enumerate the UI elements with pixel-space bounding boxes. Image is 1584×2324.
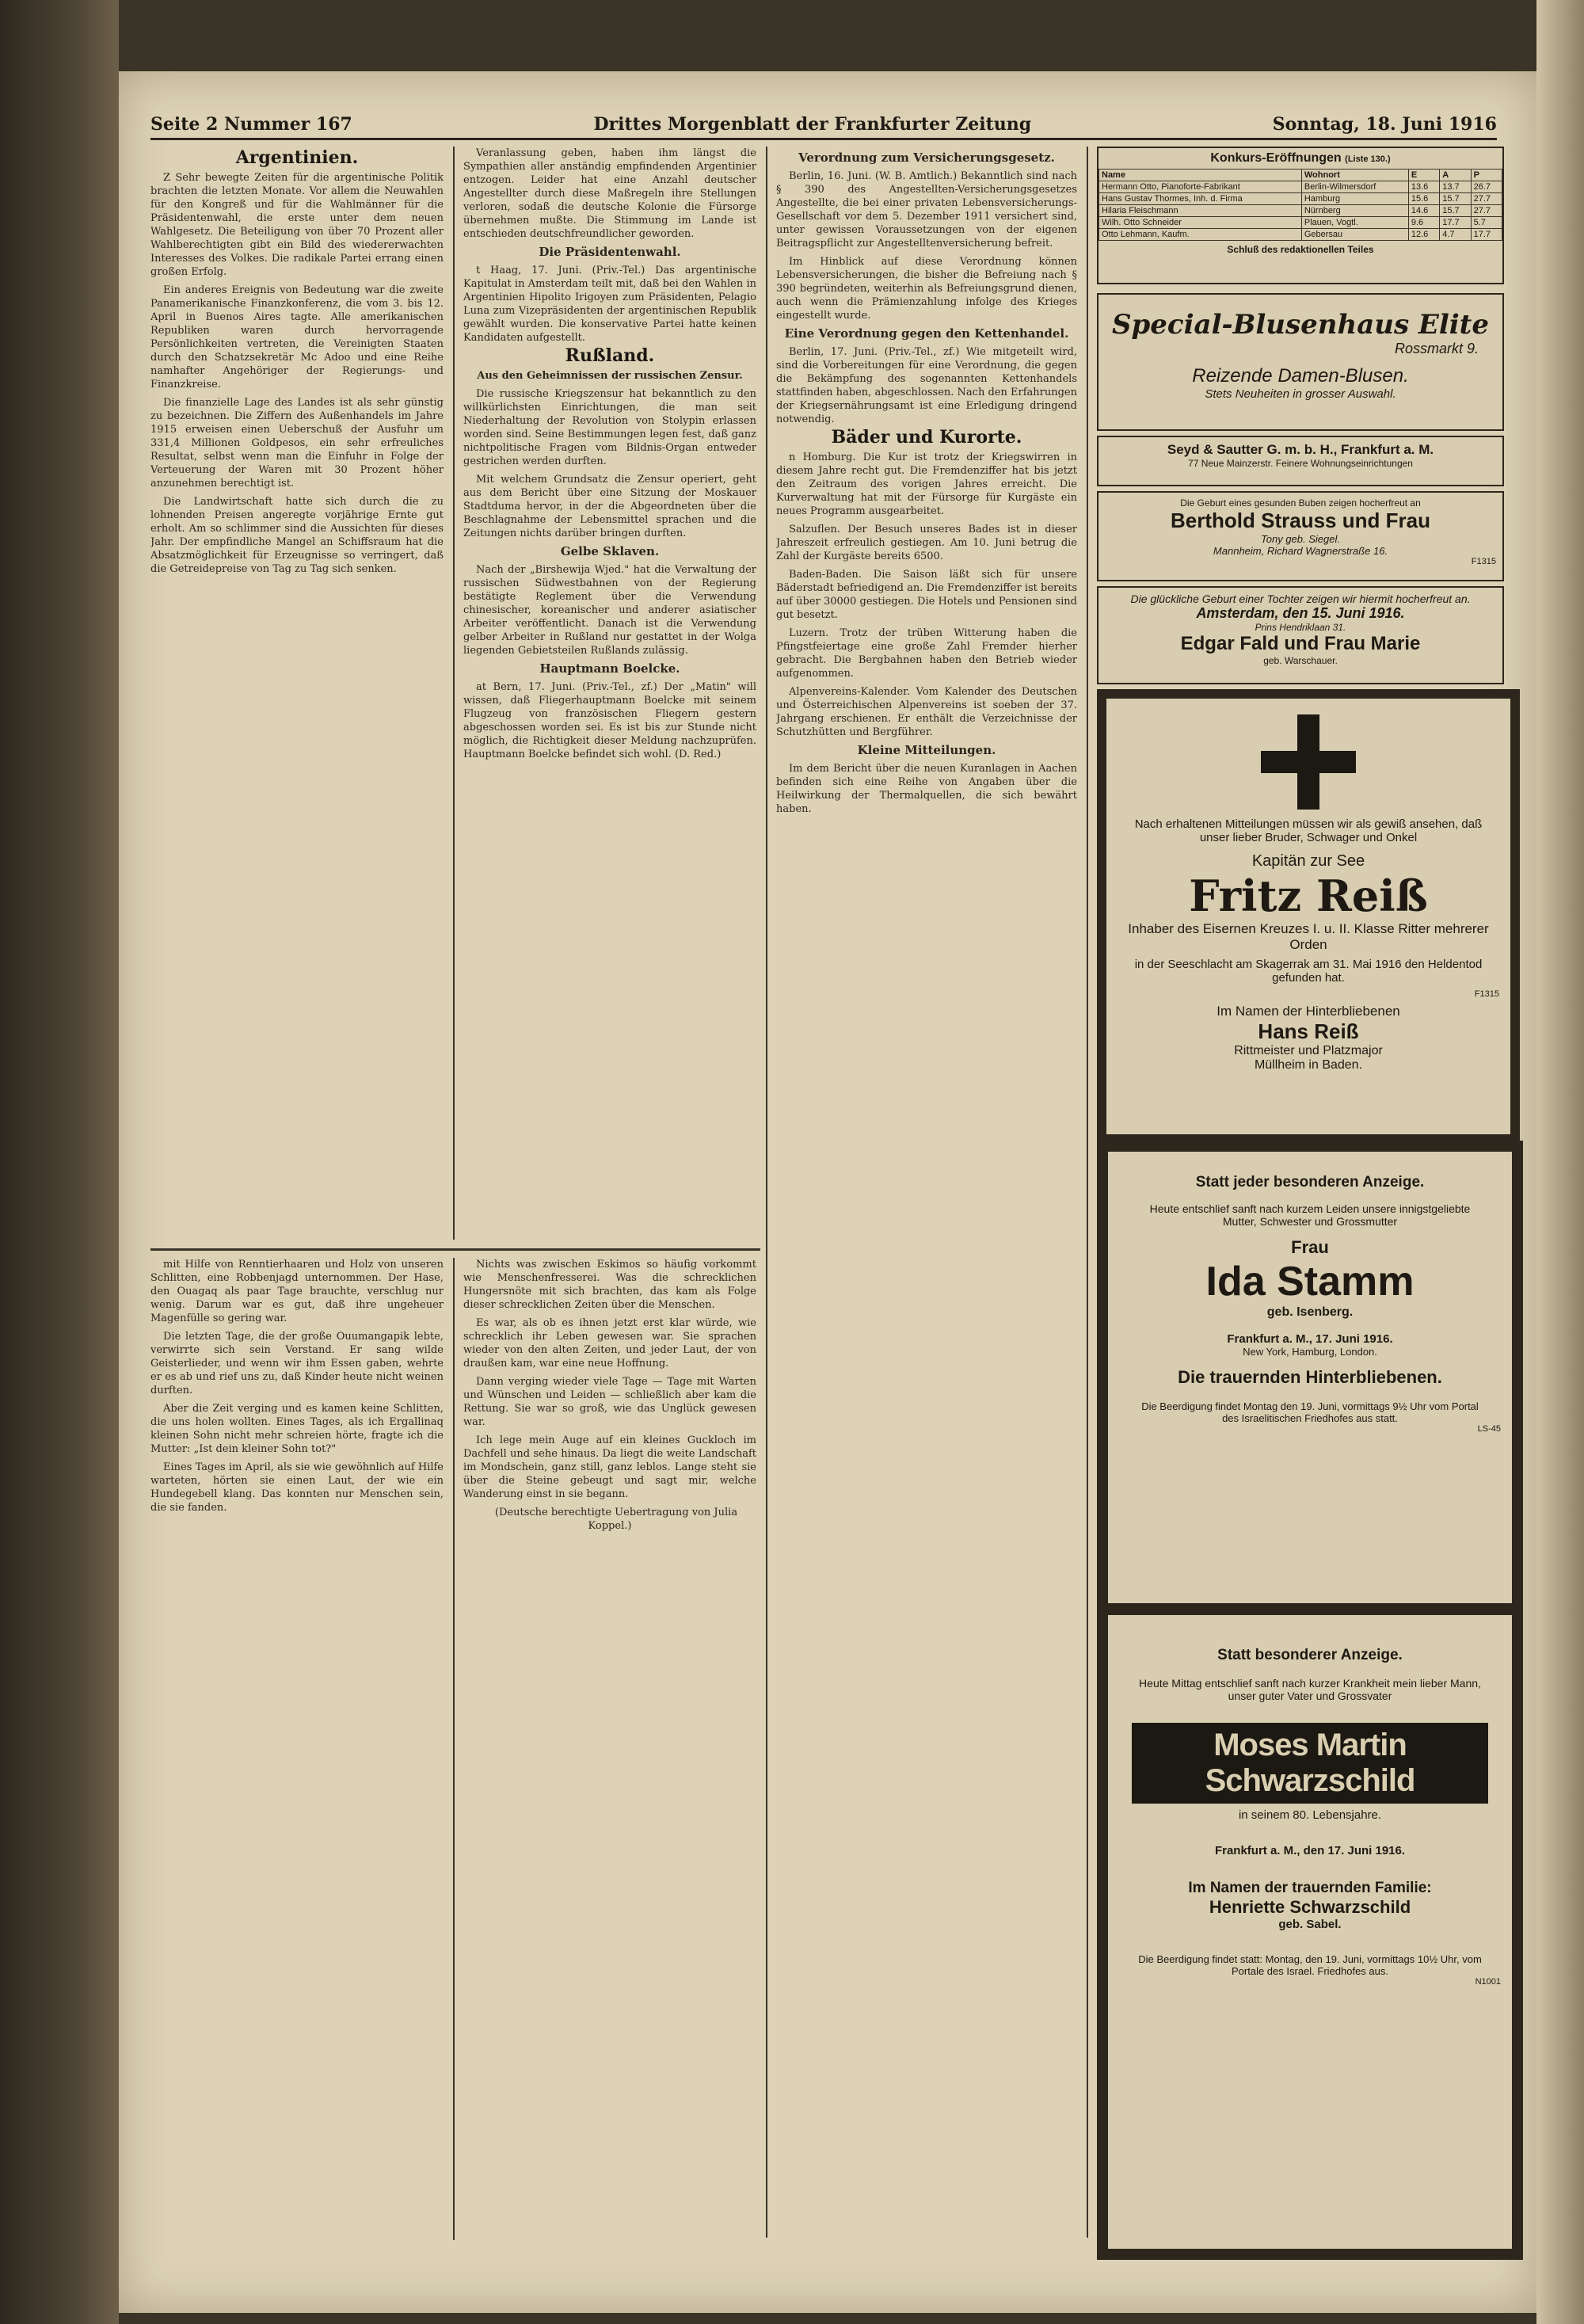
ad-birth-fald bbox=[1097, 586, 1504, 684]
feuilleton-column-1 bbox=[150, 1258, 444, 2240]
table-cell: 15.7 bbox=[1440, 193, 1471, 205]
ad-strauss-code: F1315 bbox=[1471, 557, 1496, 566]
table-cell: Berlin-Wilmersdorf bbox=[1301, 181, 1408, 193]
obit-stamm-born: geb. Isenberg. bbox=[1266, 1305, 1354, 1319]
obit-stamm-top: Statt jeder besonderen Anzeige. bbox=[1195, 1174, 1425, 1191]
ad-birth-strauss bbox=[1097, 491, 1504, 581]
obit-reiss-intro: Nach erhaltenen Mitteilungen müssen wir als gewiß ansehen, daß unser lieber Bruder, Schwager und Onkel bbox=[1134, 817, 1483, 844]
page-right-edge bbox=[1536, 0, 1584, 2324]
obituary-ida-stamm bbox=[1097, 1141, 1523, 1614]
article-paragraph: Luzern. Trotz der trüben Witterung haben die Pfingstfeiertage eine große Zahl Fremder hierher gebracht. Die Bergbahnen haben den Betrieb wieder aufgenommen. bbox=[776, 627, 1077, 680]
ad-fald-intro: Die glückliche Geburt einer Tochter zeigen wir hiermit hocherfreut an. bbox=[1130, 592, 1471, 605]
newspaper-page bbox=[119, 71, 1536, 2313]
article-paragraph: Im dem Bericht über die neuen Kuranlagen in Aachen befinden sich eine Reihe von Angaben über die Heilwirkung der Thermalquellen, die sich bewährt haben. bbox=[776, 763, 1077, 815]
obit-schwarzschild-code: N1001 bbox=[1475, 1977, 1501, 1987]
feuilleton-paragraph: Aber die Zeit verging und es kamen keine Schlitten, die uns holen wollten. Eines Tages, als ich Ergallinaq kleinen Sohn nicht mehr schreien hörte, fragte ich die Mutter: „Ist dein kleiner Sohn tot?" bbox=[150, 1403, 444, 1455]
column-divider bbox=[766, 147, 767, 2238]
table-cell: 5.7 bbox=[1471, 217, 1502, 229]
obit-schwarzschild-name: Moses Martin Schwarzschild bbox=[1132, 1723, 1488, 1804]
konkurs-table-block bbox=[1097, 147, 1504, 284]
obit-stamm-intro: Heute entschlief sanft nach kurzem Leiden unsere innigstgeliebte Mutter, Schwester und Grossmutter bbox=[1149, 1202, 1471, 1228]
header-date: Sonntag, 18. Juni 1916 bbox=[1272, 114, 1497, 135]
ad-fald-place: Amsterdam, den 15. Juni 1916. bbox=[1196, 605, 1405, 621]
ad-blusenhaus-elite bbox=[1097, 293, 1504, 431]
table-row bbox=[1099, 205, 1502, 217]
article-title-russland: Rußland. bbox=[565, 345, 655, 366]
ad-strauss-address: Mannheim, Richard Wagnerstraße 16. bbox=[1213, 545, 1388, 557]
feuilleton-credit: (Deutsche berechtigte Uebertragung von Julia Koppel.) bbox=[494, 1507, 738, 1532]
obit-schwarzschild-signer: Henriette Schwarzschild bbox=[1209, 1897, 1411, 1917]
ad-strauss-sub: Tony geb. Siegel. bbox=[1261, 533, 1340, 545]
table-header: Wohnort bbox=[1301, 170, 1408, 181]
table-row bbox=[1099, 229, 1502, 241]
obit-reiss-signer-role: Rittmeister und Platzmajor bbox=[1234, 1044, 1383, 1057]
article-paragraph: Ein anderes Ereignis von Bedeutung war die zweite Panamerikanische Finanzkonferenz, die vom 3. bis 12. April in Buenos Aires tagte. Alle amerikanischen Republiken waren durch hervorragende Persönlichkeiten vertreten, die Vereinigten Staaten durch den Schatzsekretär Mc Adoo und eine Reihe namhafter Angehöriger der Regierungs- und Finanzkreise. bbox=[150, 284, 444, 391]
article-paragraph: Z Sehr bewegte Zeiten für die argentinische Politik brachten die letzten Monate. Vor allem die Neuwahlen für den Kongreß und für die Wahlmänner für die Präsidentenwahl, die erste unter dem neuen Wahlgesetz. Die Beteiligung von über 70 Prozent aller Wahlberechtigten gibt ein Bild des wiedererwachten Interesses des Volkes. Die radikale Partei errang einen großen Erfolg. bbox=[150, 172, 444, 278]
ad-strauss-intro: Die Geburt eines gesunden Buben zeigen hocherfreut an bbox=[1180, 497, 1421, 509]
table-cell: 27.7 bbox=[1471, 193, 1502, 205]
obit-reiss-behalf: Im Namen der Hinterbliebenen bbox=[1217, 1004, 1400, 1019]
ad-elite-address: Rossmarkt 9. bbox=[1394, 341, 1479, 356]
article-title-boelcke: Hauptmann Boelcke. bbox=[539, 661, 680, 676]
article-paragraph: Salzuflen. Der Besuch unseres Bades ist in dieser Jahreszeit erfreulich gestiegen. Am 10. Juni betrug die Zahl der Kurgäste bereits 6500. bbox=[776, 524, 1077, 562]
table-row bbox=[1099, 181, 1502, 193]
obit-schwarzschild-funeral: Die Beerdigung findet statt: Montag, den 19. Juni, vormittags 10½ Uhr, vom Portale des Israel. Friedhofes aus. bbox=[1138, 1953, 1482, 1977]
obit-reiss-death: in der Seeschlacht am Skagerrak am 31. Mai 1916 den Heldentod gefunden hat. bbox=[1134, 958, 1483, 985]
konkurs-note: (Liste 130.) bbox=[1345, 154, 1391, 164]
article-title-argentinien: Argentinien. bbox=[235, 147, 359, 168]
obit-stamm-cities: New York, Hamburg, London. bbox=[1243, 1346, 1377, 1358]
obit-reiss-name: Fritz Reiß bbox=[1189, 871, 1428, 921]
article-paragraph: Mit welchem Grundsatz die Zensur operiert, geht aus dem Bericht über eine Sitzung der Moskauer Stadtduma hervor, in der die Abgeordneten über die Beschlagnahme der Lebensmittel sprachen und die Zeitungen nichts darüber bringen durften. bbox=[463, 474, 756, 539]
header-masthead: Drittes Morgenblatt der Frankfurter Zeitung bbox=[593, 114, 1032, 135]
article-paragraph: Veranlassung geben, haben ihm längst die Sympathien aller anständig empfindenden Argentinier entzogen. Leider hat eine Anzahl deutscher Angestellter durch diese Maßregeln ihre Stellungen verloren, sodaß die deutsche Kolonie die Fürsorge übernehmen mußte. Die Stimmung im Lande ist entschieden deutschfreundlicher geworden. bbox=[463, 147, 756, 240]
article-paragraph: Die russische Kriegszensur hat bekanntlich zu den willkürlichsten Einrichtungen, die man seit Niederhaltung der Revolution von Stolypin erlassen worden sind. Seine Bestimmungen legen fest, daß ganz nichtpolitische Fragen vom Bildnis-Organ entweder gestrichen werden durften. bbox=[463, 388, 756, 467]
header-page-number: Seite 2 Nummer 167 bbox=[150, 114, 352, 135]
article-paragraph: n Homburg. Die Kur ist trotz der Kriegswirren in diesem Jahre recht gut. Die Fremdenziffer hat bis jetzt den Zeitraum des vorigen Jahres erreicht. Die Kurverwaltung hat mit der Fürsorge für Kurgäste ein neues Programm ausgearbeitet. bbox=[776, 451, 1077, 517]
table-cell: Gebersau bbox=[1301, 229, 1408, 241]
obit-reiss-rank: Kapitän zur See bbox=[1251, 852, 1365, 870]
table-cell: Otto Lehmann, Kaufm. bbox=[1099, 229, 1302, 241]
article-paragraph: Nach der „Birshewija Wjed." hat die Verwaltung der russischen Südwestbahnen von der Regierung bestätigte Reglement über die Verwendung chinesischer, koreanischer und anderer asiatischer Arbeiter veröffentlicht. Danach ist die Verwendung gelber Arbeiter in Rußland nur gestattet in der Wolga liegenden Gebietsteilen Rußlands zulässig. bbox=[463, 564, 756, 657]
article-title-kleine-mitteilungen: Kleine Mitteilungen. bbox=[857, 743, 996, 757]
table-header: Name bbox=[1099, 170, 1302, 181]
feuilleton-paragraph: Dann verging wieder viele Tage — Tage mit Warten und Wünschen und Leiden — schließlich aber kam die Rettung. Sie war so groß, wie das Unglück gewesen war. bbox=[463, 1376, 756, 1428]
feuilleton-paragraph: Es war, als ob es ihnen jetzt erst klar würde, wie schrecklich ihr Leben gewesen war. Sie sprachen wieder von den alten Zeiten, und jeder Laut, der von draußen kam, war eine neue Hoffnung. bbox=[463, 1317, 756, 1370]
table-cell: 13.7 bbox=[1440, 181, 1471, 193]
table-cell: 14.6 bbox=[1408, 205, 1439, 217]
table-cell: Hans Gustav Thormes, Inh. d. Firma bbox=[1099, 193, 1302, 205]
table-header: P bbox=[1471, 170, 1502, 181]
ad-fald-names: Edgar Fald und Frau Marie bbox=[1180, 633, 1421, 654]
ad-seyd-sautter bbox=[1097, 436, 1504, 486]
obit-reiss-code: F1315 bbox=[1474, 989, 1499, 999]
ad-seyd-address: 77 Neue Mainzerstr. Feinere Wohnungseinrichtungen bbox=[1188, 458, 1413, 469]
article-paragraph: Die Landwirtschaft hatte sich durch die zu lohnenden Preisen angeregte vorjährige Ernte gut erholt. Am so schlimmer sind die Aussichten für dieses Jahr. Der empfindliche Mangel an Schiffsraum hat die Absatzmöglichkeit für Erzeugnisse so verringert, daß die Getreidepreise von Tag zu Tag sich senken. bbox=[150, 496, 444, 575]
obit-schwarzschild-behalf: Im Namen der trauernden Familie: bbox=[1188, 1880, 1432, 1896]
article-subtitle-zensur: Aus den Geheimnissen der russischen Zensur. bbox=[477, 370, 743, 382]
table-header: A bbox=[1440, 170, 1471, 181]
obit-reiss-award: Inhaber des Eisernen Kreuzes I. u. II. Klasse Ritter mehrerer Orden bbox=[1128, 921, 1489, 952]
ad-fald-sub: geb. Warschauer. bbox=[1263, 655, 1338, 666]
table-row bbox=[1099, 193, 1502, 205]
obit-stamm-place: Frankfurt a. M., 17. Juni 1916. bbox=[1227, 1332, 1393, 1346]
obit-schwarzschild-place: Frankfurt a. M., den 17. Juni 1916. bbox=[1214, 1844, 1406, 1857]
column-politics bbox=[463, 147, 756, 1240]
table-cell: Hermann Otto, Pianoforte-Fabrikant bbox=[1099, 181, 1302, 193]
feuilleton-separator bbox=[150, 1248, 760, 1251]
column-divider bbox=[1087, 147, 1088, 2238]
obit-stamm-mourners: Die trauernden Hinterbliebenen. bbox=[1178, 1367, 1442, 1387]
article-paragraph: Die finanzielle Lage des Landes ist als sehr günstig zu bezeichnen. Die Ziffern des Außenhandels im Jahre 1915 erweisen einen Ueberschuß der Ausfuhr um 331,4 Millionen Goldpesos, ein sehr erfreuliches Resultat, selbst wenn man die Einfuhr in Folge der Verteuerung der Waren mit 30 Prozent höher anzunehmen berechtigt ist. bbox=[150, 397, 444, 490]
konkurs-table bbox=[1099, 169, 1502, 241]
table-row bbox=[1099, 217, 1502, 229]
table-cell: 27.7 bbox=[1471, 205, 1502, 217]
table-header: E bbox=[1408, 170, 1439, 181]
article-title-versicherungsgesetz: Verordnung zum Versicherungsgesetz. bbox=[798, 150, 1055, 165]
table-cell: 15.7 bbox=[1440, 205, 1471, 217]
obit-schwarzschild-age: in seinem 80. Lebensjahre. bbox=[1238, 1808, 1382, 1822]
obit-stamm-funeral: Die Beerdigung findet Montag den 19. Juni, vormittags 9½ Uhr vom Portal des Israelitischen Friedhofes aus statt. bbox=[1141, 1400, 1479, 1424]
table-cell: 13.6 bbox=[1408, 181, 1439, 193]
article-title-praesidentenwahl: Die Präsidentenwahl. bbox=[539, 245, 681, 259]
feuilleton-paragraph: Die letzten Tage, die der große Ouumangapik lebte, verwirrte sich sein Verstand. Er sang wilde Geisterlieder, und wenn wir ihm Essen gaben, wehrte er es ab und rief uns zu, daß Kinder heute nicht weinen durften. bbox=[150, 1331, 444, 1396]
table-cell: 17.7 bbox=[1440, 217, 1471, 229]
article-title-baeder: Bäder und Kurorte. bbox=[831, 427, 1022, 448]
column-argentinien bbox=[150, 147, 444, 1240]
book-spine-shadow bbox=[0, 0, 119, 2324]
table-cell: Plauen, Vogtl. bbox=[1301, 217, 1408, 229]
ad-strauss-names: Berthold Strauss und Frau bbox=[1171, 509, 1430, 532]
konkurs-footer: Schluß des redaktionellen Teiles bbox=[1227, 244, 1374, 255]
article-paragraph: at Bern, 17. Juni. (Priv.-Tel., zf.) Der „Matin" will wissen, daß Fliegerhauptmann Boelcke mit seinem Flugzeug von französischen Fliegern gestern abgeschossen worden sei. Es ist bis zur Stunde nicht möglich, die Richtigkeit dieser Meldung nachzuprüfen. Hauptmann Boelcke befindet sich wohl. (D. Red.) bbox=[463, 681, 756, 760]
obit-schwarzschild-top: Statt besonderer Anzeige. bbox=[1217, 1647, 1403, 1663]
ad-elite-tagline: Stets Neuheiten in grosser Auswahl. bbox=[1205, 387, 1396, 401]
table-cell: 9.6 bbox=[1408, 217, 1439, 229]
table-cell: Wilh. Otto Schneider bbox=[1099, 217, 1302, 229]
ad-elite-blusen: Reizende Damen-Blusen. bbox=[1192, 365, 1409, 387]
page-header bbox=[150, 103, 1497, 140]
ad-seyd-name: Seyd & Sautter G. m. b. H., Frankfurt a. M. bbox=[1167, 442, 1434, 457]
article-paragraph: t Haag, 17. Juni. (Priv.-Tel.) Das argentinische Kapitulat in Amsterdam teilt mit, daß bei den Wahlen in Argentinien Hipolito Irigoyen zum Präsidenten, Pelagio Luna zum Vizepräsidenten der argentinischen Republik gewählt wurden. Die konservative Partei hatte keinen Kandidaten aufgestellt. bbox=[463, 265, 756, 344]
iron-cross-icon bbox=[1261, 714, 1356, 810]
konkurs-title: Konkurs-Eröffnungen bbox=[1210, 151, 1342, 165]
obit-schwarzschild-born: geb. Sabel. bbox=[1278, 1918, 1342, 1931]
obit-stamm-code: LS-45 bbox=[1477, 1424, 1501, 1434]
table-cell: Nürnberg bbox=[1301, 205, 1408, 217]
article-paragraph: Baden-Baden. Die Saison läßt sich für unsere Bäderstadt befriedigend an. Die Fremdenziffer ist bereits auf über 30000 gestiegen. Die Hotels und Pensionen sind gut besetzt. bbox=[776, 569, 1077, 621]
column-divider bbox=[453, 1258, 455, 2240]
feuilleton-paragraph: Eines Tages im April, als sie wie gewöhnlich auf Hilfe warteten, hörten sie einen Laut, der wie ein Hundegebell klang. Das konnten nur Menschen sein, die sie fanden. bbox=[150, 1461, 444, 1514]
table-cell: Hilaria Fleischmann bbox=[1099, 205, 1302, 217]
article-title-gelbe-sklaven: Gelbe Sklaven. bbox=[560, 544, 660, 558]
article-paragraph: Berlin, 17. Juni. (Priv.-Tel., zf.) Wie mitgeteilt wird, sind die Vorbereitungen für eine Verordnung, die gegen die Bekämpfung des sogenannten Kettenhandels stattfinden haben, abgeschlossen. Nach den Erfahrungen der Kriegsernährungsamt ist eine Erledigung dringend notwendig. bbox=[776, 346, 1077, 425]
obit-stamm-name: Ida Stamm bbox=[1205, 1259, 1415, 1305]
obituary-fritz-reiss bbox=[1097, 689, 1520, 1144]
column-verordnungen bbox=[776, 147, 1077, 2238]
ad-elite-name: Special-Blusenhaus Elite bbox=[1111, 309, 1490, 341]
article-paragraph: Im Hinblick auf diese Verordnung können Lebensversicherungen, die bisher die Befreiung nach § 390 begründeten, weiterhin als Befreiungsgrund dienen, auch wenn die Prämienzahlung infolge des Krieges eingestellt wurde. bbox=[776, 256, 1077, 322]
column-divider bbox=[453, 147, 455, 1240]
feuilleton-paragraph: Nichts was zwischen Eskimos so häufig vorkommt wie Menschenfresserei. Was die schrecklichen Hungersnöte mit sich brachten, das kam als Folge dieser schrecklichen Zeiten über die Menschen. bbox=[463, 1259, 756, 1311]
feuilleton-column-2 bbox=[463, 1258, 756, 2240]
feuilleton-paragraph: mit Hilfe von Renntierhaaren und Holz von unseren Schlitten, eine Robbenjagd unternommen. Der Hase, den Ouagaq als paar Tage brauchte, verschlug nur wenig. Darum war es gut, daß ihre ungeheuer Magenfülle so gering war. bbox=[150, 1259, 444, 1324]
table-cell: 12.6 bbox=[1408, 229, 1439, 241]
article-paragraph: Berlin, 16. Juni. (W. B. Amtlich.) Bekanntlich sind nach § 390 des Angestellten-Versicherungsgesetzes Angestellte, die bei einer privaten Lebensversicherungs-Gesellschaft vor dem 5. Dezember 1911 versichert sind, unter gewissen Voraussetzungen von der eigenen Beitragspflicht zur Angestelltenversicherung befreit. bbox=[776, 170, 1077, 250]
article-title-kettenhandel: Eine Verordnung gegen den Kettenhandel. bbox=[784, 326, 1069, 341]
table-cell: Hamburg bbox=[1301, 193, 1408, 205]
obit-stamm-title: Frau bbox=[1291, 1237, 1329, 1257]
table-cell: 26.7 bbox=[1471, 181, 1502, 193]
obit-reiss-signer: Hans Reiß bbox=[1258, 1019, 1359, 1043]
article-paragraph: Alpenvereins-Kalender. Vom Kalender des Deutschen und Österreichischen Alpenvereins ist soeben der 37. Jahrgang erschienen. Er enthält die Verzeichnisse der Schutzhütten und Bergführer. bbox=[776, 686, 1077, 738]
obit-schwarzschild-intro: Heute Mittag entschlief sanft nach kurzer Krankheit mein lieber Mann, unser guter Vater und Grossvater bbox=[1139, 1677, 1481, 1702]
table-cell: 17.7 bbox=[1471, 229, 1502, 241]
feuilleton-paragraph: Ich lege mein Auge auf ein kleines Guckloch im Dachfell und sehe hinaus. Da liegt die weite Landschaft im Mondschein, ganz still, ganz leblos. Lange steht sie über die Steine gebeugt und sagt mir, welche Wanderung einst in sie begann. bbox=[463, 1434, 756, 1500]
table-cell: 15.6 bbox=[1408, 193, 1439, 205]
ad-fald-address: Prins Hendriklaan 31. bbox=[1255, 622, 1346, 633]
obit-reiss-signer-place: Müllheim in Baden. bbox=[1254, 1058, 1363, 1072]
obituary-schwarzschild bbox=[1097, 1604, 1523, 2260]
table-cell: 4.7 bbox=[1440, 229, 1471, 241]
